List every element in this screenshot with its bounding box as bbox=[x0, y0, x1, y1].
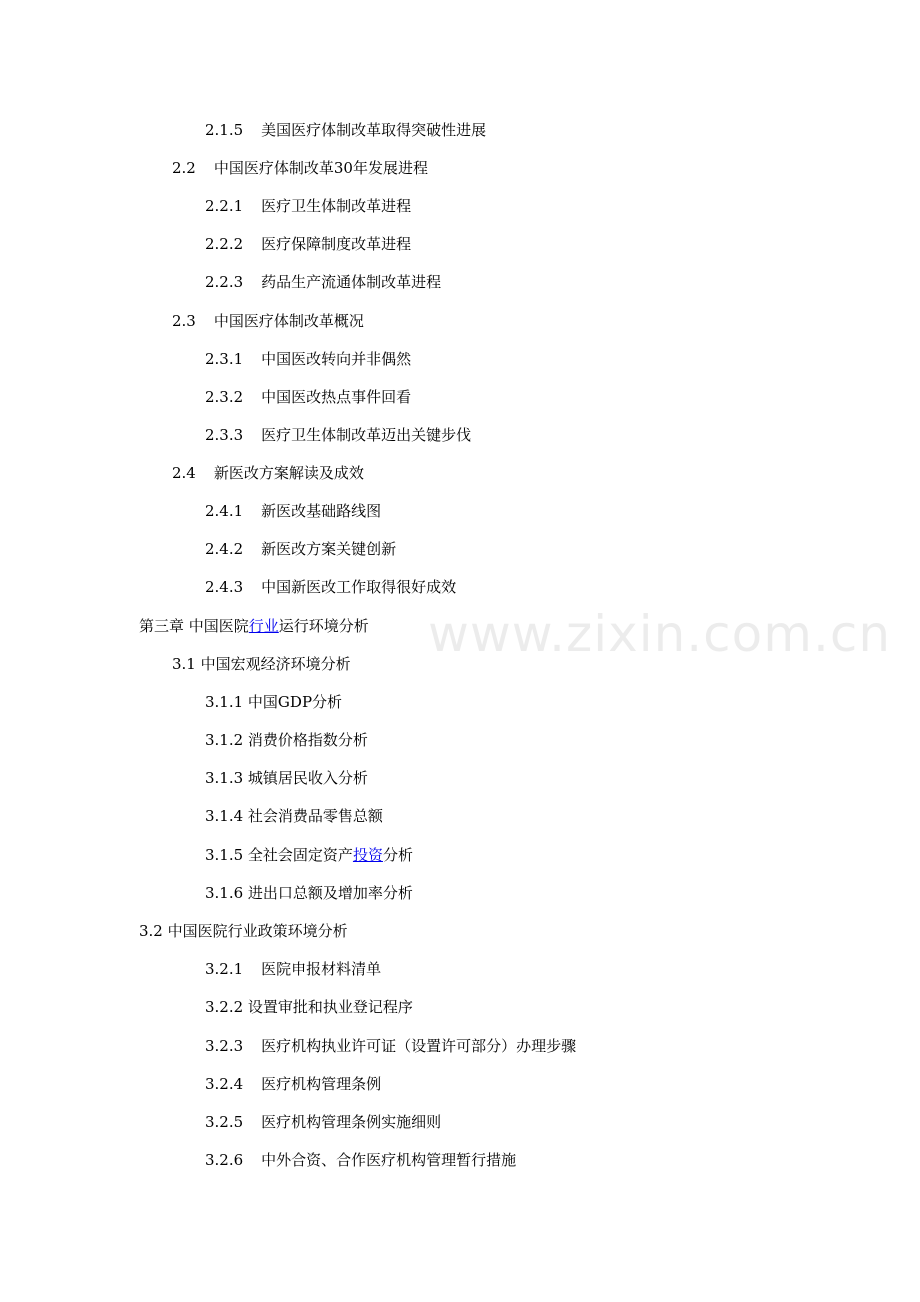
toc-number: 3.2.1 bbox=[205, 960, 244, 978]
toc-entry-2-4-3[interactable] bbox=[205, 577, 456, 597]
toc-title: 中国医改转向并非偶然 bbox=[261, 350, 412, 368]
toc-entry-3-1-1[interactable]: 3.1.1 中国GDP分析 bbox=[205, 693, 343, 711]
entry-title-prefix: 3.1.5 全社会固定资产 bbox=[205, 846, 353, 864]
toc-title: 新医改方案关键创新 bbox=[261, 540, 397, 558]
toc-title: 医疗卫生体制改革进程 bbox=[261, 197, 412, 215]
toc-number: 2.4 bbox=[172, 464, 196, 482]
toc-chapter-3[interactable] bbox=[139, 616, 369, 636]
toc-entry-2-2-1[interactable] bbox=[205, 196, 411, 216]
toc-title: 医疗机构管理条例 bbox=[261, 1075, 382, 1093]
chapter-title-suffix: 运行环境分析 bbox=[278, 617, 369, 635]
watermark: www.zixin.com.cn bbox=[428, 605, 892, 663]
toc-entry-3-1-6[interactable]: 3.1.6 进出口总额及增加率分析 bbox=[205, 884, 413, 902]
toc-entry-3-2[interactable]: 3.2 中国医院行业政策环境分析 bbox=[139, 922, 348, 940]
toc-entry-3-2-5[interactable] bbox=[205, 1112, 441, 1132]
toc-entry-2-4-2[interactable] bbox=[205, 539, 396, 559]
toc-number: 2.2.2 bbox=[205, 235, 244, 253]
toc-number: 2.4.1 bbox=[205, 502, 244, 520]
toc-number: 2.3.2 bbox=[205, 388, 244, 406]
toc-number: 2.2 bbox=[172, 159, 196, 177]
toc-entry-2-3-2[interactable] bbox=[205, 387, 411, 407]
toc-entry-2-2[interactable] bbox=[172, 158, 428, 178]
toc-title: 药品生产流通体制改革进程 bbox=[261, 273, 442, 291]
toc-title: 新医改方案解读及成效 bbox=[213, 464, 364, 482]
industry-link[interactable]: 行业 bbox=[248, 617, 279, 635]
toc-number: 2.1.5 bbox=[205, 121, 244, 139]
toc-entry-3-1-3[interactable]: 3.1.3 城镇居民收入分析 bbox=[205, 769, 368, 787]
toc-entry-2-2-2[interactable] bbox=[205, 234, 411, 254]
toc-title: 医疗保障制度改革进程 bbox=[261, 235, 412, 253]
toc-number: 2.2.1 bbox=[205, 197, 244, 215]
toc-title: 美国医疗体制改革取得突破性进展 bbox=[261, 121, 487, 139]
toc-entry-3-1-5[interactable] bbox=[205, 845, 413, 865]
toc-entry-2-4-1[interactable] bbox=[205, 501, 381, 521]
toc-title: 中国医疗体制改革概况 bbox=[213, 312, 364, 330]
toc-number: 3.2.3 bbox=[205, 1037, 244, 1055]
toc-entry-2-3-3[interactable] bbox=[205, 425, 471, 445]
toc-entry-3-1-2[interactable]: 3.1.2 消费价格指数分析 bbox=[205, 731, 368, 749]
toc-number: 2.4.2 bbox=[205, 540, 244, 558]
toc-entry-2-1-5[interactable] bbox=[205, 120, 486, 140]
toc-title: 中国医疗体制改革30年发展进程 bbox=[213, 159, 428, 177]
toc-entry-3-2-1[interactable] bbox=[205, 959, 381, 979]
toc-number: 3.2.4 bbox=[205, 1075, 244, 1093]
toc-number: 2.3 bbox=[172, 312, 196, 330]
toc-entry-2-3-1[interactable] bbox=[205, 349, 411, 369]
toc-number: 3.2.6 bbox=[205, 1151, 244, 1169]
toc-title: 中外合资、合作医疗机构管理暂行措施 bbox=[261, 1151, 517, 1169]
chapter-title-prefix: 第三章 中国医院 bbox=[139, 617, 249, 635]
toc-entry-3-2-6[interactable] bbox=[205, 1150, 516, 1170]
toc-number: 3.2.5 bbox=[205, 1113, 244, 1131]
toc-entry-3-2-2[interactable]: 3.2.2 设置审批和执业登记程序 bbox=[205, 998, 413, 1016]
toc-entry-2-4[interactable] bbox=[172, 463, 364, 483]
toc-entry-2-3[interactable] bbox=[172, 311, 364, 331]
toc-entry-3-2-4[interactable] bbox=[205, 1074, 381, 1094]
investment-link[interactable]: 投资 bbox=[352, 846, 383, 864]
toc-title: 医疗机构管理条例实施细则 bbox=[261, 1113, 442, 1131]
toc-entry-3-1[interactable]: 3.1 中国宏观经济环境分析 bbox=[172, 655, 351, 673]
toc-number: 2.4.3 bbox=[205, 578, 244, 596]
toc-number: 2.3.1 bbox=[205, 350, 244, 368]
toc-title: 新医改基础路线图 bbox=[261, 502, 382, 520]
toc-entry-3-1-4[interactable]: 3.1.4 社会消费品零售总额 bbox=[205, 807, 383, 825]
toc-entry-2-2-3[interactable] bbox=[205, 272, 441, 292]
toc-entry-3-2-3[interactable] bbox=[205, 1036, 576, 1056]
toc-title: 中国医改热点事件回看 bbox=[261, 388, 412, 406]
toc-title: 医疗卫生体制改革迈出关键步伐 bbox=[261, 426, 472, 444]
toc-title: 中国新医改工作取得很好成效 bbox=[261, 578, 457, 596]
entry-title-suffix: 分析 bbox=[382, 846, 413, 864]
toc-number: 2.2.3 bbox=[205, 273, 244, 291]
toc-title: 医院申报材料清单 bbox=[261, 960, 382, 978]
toc-title: 医疗机构执业许可证（设置许可部分）办理步骤 bbox=[261, 1037, 577, 1055]
toc-number: 2.3.3 bbox=[205, 426, 244, 444]
